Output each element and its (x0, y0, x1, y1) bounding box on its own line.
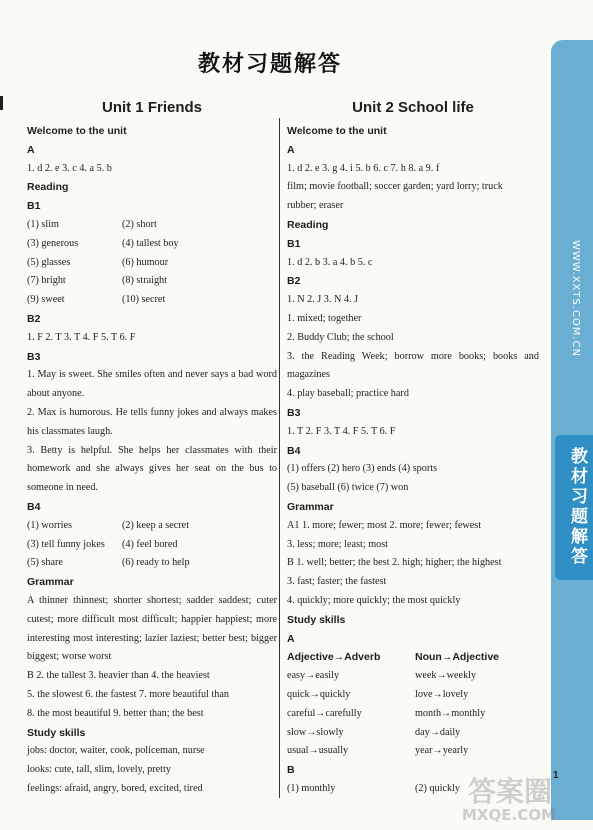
unit1-b3-answer: 1. May is sweet. She smiles often and never says a bad word about anyone. (27, 369, 277, 400)
unit1-b1-row: (1) slim (2) short (27, 218, 157, 230)
page-title: 教材习题解答 (198, 52, 343, 77)
unit1-b1-row: (3) generous (4) tallest boy (27, 237, 179, 249)
section-tab (555, 435, 593, 580)
watermark-logo: 答案圈 (468, 775, 553, 808)
unit1-b3-heading: B3 (27, 350, 41, 363)
unit1-a-heading: A (27, 143, 35, 156)
unit2-b2-answers: 1. N 2. J 3. N 4. J (287, 294, 359, 306)
study-table-row: quick→quickly love→lovely (287, 688, 469, 700)
unit2-b1-heading: B1 (287, 237, 301, 250)
unit1-b3-answer: 2. Max is humorous. He tells funny jokes and always makes his classmates laugh. (27, 406, 277, 437)
unit2-b2-heading: B2 (287, 275, 301, 288)
unit2-a-answers: 1. d 2. e 3. g 4. i 5. b 6. c 7. h 8. a 9. f (287, 162, 440, 174)
unit2-b4-answers: (5) baseball (6) twice (7) won (287, 482, 409, 494)
unit1-grammar-a: A thinner thinnest; shorter shortest; sadder saddest; cuter cutest; more difficult most difficult; happier happiest; more interesting most interesting; lazier laziest; better best; bigger biggest; worse worst (27, 594, 277, 663)
study-table-row: slow→slowly day→daily (287, 726, 461, 738)
unit1-a-answers: 1. d 2. e 3. c 4. a 5. b (27, 162, 112, 174)
unit1-b1-row: (9) sweet (10) secret (27, 294, 166, 306)
unit1-title: Unit 1 Friends (101, 99, 202, 116)
unit2-reading-heading: Reading (287, 218, 329, 231)
unit1-b1-row: (5) glasses (6) humour (27, 256, 169, 268)
unit2-title: Unit 2 School life (352, 99, 474, 116)
unit1-grammar-heading: Grammar (27, 576, 74, 589)
watermark-url: MXQE.COM (462, 806, 556, 824)
unit1-b4-heading: B4 (27, 500, 41, 513)
unit1-b2-answers: 1. F 2. T 3. T 4. F 5. T 6. F (27, 331, 136, 343)
study-table-row: careful→carefully month→monthly (287, 707, 486, 719)
unit2-b2-answers: 3. the Reading Week; borrow more books; books and magazines (287, 350, 539, 381)
unit2-a-words: film; movie football; soccer garden; yard lorry; truck (287, 181, 503, 193)
study-table-row: easy→easily week→weekly (287, 670, 477, 682)
unit1-grammar-b: 5. the slowest 6. the fastest 7. more beautiful than (27, 688, 230, 700)
study-table-row: usual→usually year→yearly (287, 745, 469, 757)
unit2-grammar-a: A1 1. more; fewer; most 2. more; fewer; fewest (287, 519, 482, 531)
unit2-study-b-heading: B (287, 764, 295, 777)
site-url: WWW.XXTS.COM.CN (570, 240, 581, 357)
unit2-b3-heading: B3 (287, 406, 301, 419)
unit2-column (287, 96, 539, 799)
unit2-b2-answers: 2. Buddy Club; the school (287, 331, 394, 343)
unit1-study-heading: Study skills (27, 726, 86, 739)
unit1-welcome-heading: Welcome to the unit (27, 125, 127, 137)
unit2-study-b-row: (1) monthly (2) quickly (287, 782, 460, 794)
unit1-column (27, 96, 277, 799)
unit2-b4-answers: (1) offers (2) hero (3) ends (4) sports (287, 463, 438, 475)
unit2-a-words: rubber; eraser (287, 200, 344, 212)
unit1-grammar-b: 8. the most beautiful 9. better than; the best (27, 707, 204, 719)
side-tab-bar (551, 40, 593, 820)
unit2-b1-answers: 1. d 2. b 3. a 4. b 5. c (287, 256, 373, 268)
margin-marker (0, 96, 3, 110)
column-divider (279, 118, 280, 798)
unit2-grammar-a: 3. less; more; least; most (287, 538, 389, 550)
study-table-header: Adjective→Adverb Noun→Adjective (287, 651, 500, 664)
unit2-grammar-heading: Grammar (287, 500, 334, 513)
unit1-b2-heading: B2 (27, 312, 41, 325)
unit2-welcome-heading: Welcome to the unit (287, 125, 387, 137)
unit1-study-line: feelings: afraid, angry, bored, excited, tired (27, 782, 203, 794)
page-number: 1 (553, 770, 559, 781)
unit2-grammar-b: B 1. well; better; the best 2. high; higher; the highest (287, 557, 502, 569)
unit2-b2-answers: 4. play baseball; practice hard (287, 388, 409, 400)
unit2-b4-heading: B4 (287, 444, 301, 457)
unit2-study-a-heading: A (287, 632, 295, 645)
unit2-study-heading: Study skills (287, 613, 346, 626)
unit2-b2-answers: 1. mixed; together (287, 312, 362, 324)
unit1-b4-row: (3) tell funny jokes (4) feel bored (27, 538, 178, 550)
unit2-grammar-b: 4. quickly; more quickly; the most quickly (287, 594, 461, 606)
unit1-study-line: looks: cute, tall, slim, lovely, pretty (27, 764, 171, 776)
unit2-b3-answers: 1. T 2. F 3. T 4. F 5. T 6. F (287, 425, 396, 437)
unit1-study-line: jobs: doctor, waiter, cook, policeman, nurse (27, 745, 205, 757)
unit2-a-heading: A (287, 143, 295, 156)
unit1-b4-row: (5) share (6) ready to help (27, 557, 190, 569)
unit1-grammar-b: B 2. the tallest 3. heavier than 4. the heaviest (27, 670, 210, 682)
unit1-b3-answer: 3. Betty is helpful. She helps her classmates with their homework and she always gives her seat on the bus to someone in need. (27, 444, 277, 494)
unit1-b1-row: (7) bright (8) straight (27, 275, 167, 287)
unit1-b1-heading: B1 (27, 200, 41, 213)
unit1-b4-row: (1) worries (2) keep a secret (27, 519, 190, 531)
unit1-reading-heading: Reading (27, 181, 69, 194)
section-tab-label: 教材习题解答 (567, 447, 587, 567)
unit2-grammar-b: 3. fast; faster; the fastest (287, 576, 387, 588)
